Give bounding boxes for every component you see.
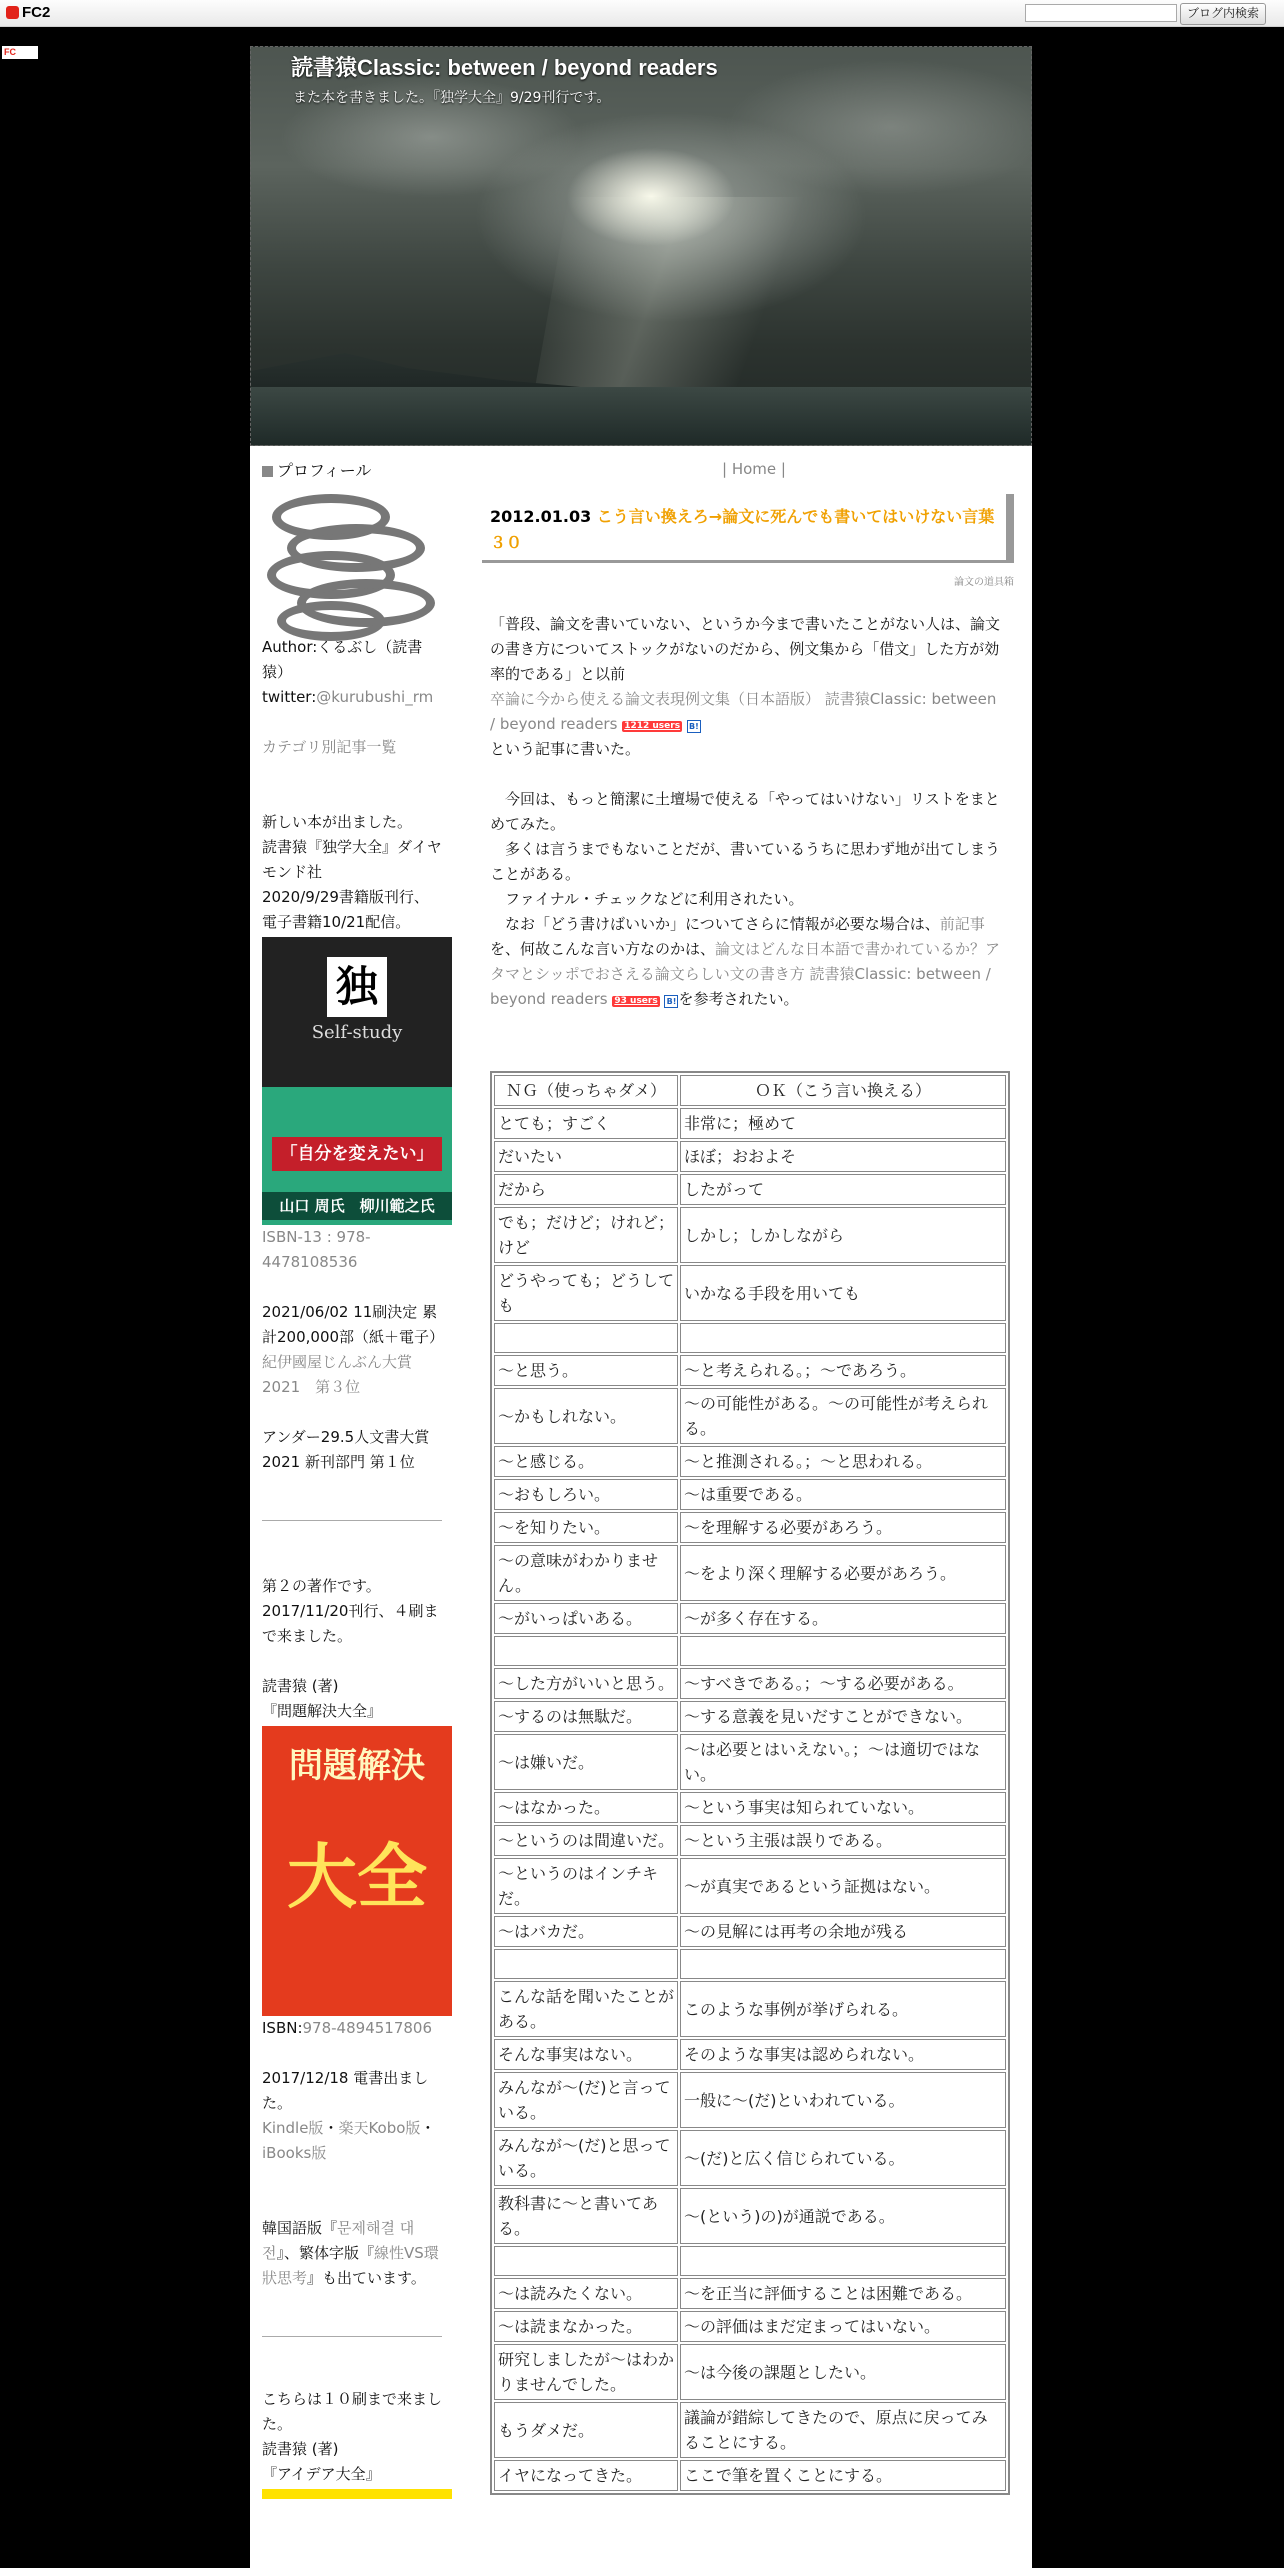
ng-cell: みんなが～(だ)と言っている。 [494,2072,678,2128]
link-example-sentences[interactable]: 卒論に今から使える論文表現例文集（日本語版） 読書猿Classic: between / beyond readers [490,690,997,733]
ok-cell: したがって [680,1174,1006,1205]
kindle-link[interactable]: Kindle版 [262,2119,324,2137]
blog-title[interactable]: 読書猿Classic: between / beyond readers [291,55,718,80]
book-cover-band: 「自分を変えたい」 [272,1137,442,1171]
para-3: 多くは言うまでもないことだが、書いているうちに思わず地が出てしまうことがある。 [490,840,1001,883]
ng-cell: 研究しましたが～はわかりませんでした。 [494,2344,678,2400]
ok-cell: ～を正当に評価することは困難である。 [680,2278,1006,2309]
print-info: 2021/06/02 11刷決定 累計200,000部（紙＋電子） [262,1303,445,1346]
ok-cell: 非常に；極めて [680,1108,1006,1139]
isbn-link-1[interactable]: ISBN-13 : 978-4478108536 [262,1228,371,1271]
book-cover-names: 山口 周氏 柳川範之氏 [262,1192,452,1220]
ng-cell: どうやっても；どうしても [494,1265,678,1321]
para-1: 「普段、論文を書いていない、というか今まで書いたことがない人は、論文の書き方についてストックがないのだから、例文集から「借文」した方が効率的である」と以前 [490,615,1001,683]
para-4: ファイナル・チェックなどに利用されたい。 [505,890,804,908]
table-row [494,2344,1006,2400]
korean-edition-link[interactable]: 문제해결 대전 [262,2219,415,2262]
table-row [494,1512,1006,1543]
para-1-end: という記事に書いた。 [490,740,641,758]
link-previous-article[interactable]: 前記事 [939,915,985,933]
fc2-logo[interactable]: FC2 [6,4,50,21]
book2-title: 『問題解決大全』 [262,1702,383,1720]
nav-home-bar: | Home | [722,460,786,478]
ok-cell: ～と推測される。；～と思われる。 [680,1446,1006,1477]
ok-cell: いかなる手段を用いても [680,1265,1006,1321]
new-book-line-4: 電子書籍10/21配信。 [262,913,411,931]
ok-cell: そのような事実は認められない。 [680,2039,1006,2070]
ok-cell [680,1636,1006,1666]
table-row [494,1265,1006,1321]
new-book-line-1: 新しい本が出ました。 [262,813,413,831]
ng-cell: ～というのはインチキだ。 [494,1858,678,1914]
table-header-ng: ＮＧ（使っちゃダメ） [494,1075,678,1106]
ok-cell [680,2246,1006,2276]
para-5: なお「どう書けばいいか」についてさらに情報が必要な場合は、前記事を、何故こんな言い方なのかは、論文はどんな日本語で書かれているか？アタマとシッポでおさえる論文らしい文の書き方 読書猿Classic: between / beyond readers 93 users B! を参考されたい。 [490,915,1001,1008]
ng-cell: ～は読まなかった。 [494,2311,678,2342]
header-sunrays [533,197,828,397]
ok-cell [680,1323,1006,1353]
table-row [494,1825,1006,1856]
blog-search-button[interactable]: ブログ内検索 [1180,3,1266,25]
blog-search-input[interactable] [1025,4,1177,22]
ng-cell [494,1323,678,1353]
fc2-mini-logo[interactable]: FC [2,46,38,59]
ok-cell: ～すべきである。；～する必要がある。 [680,1668,1006,1699]
entry-body [482,612,1014,1012]
table-row [494,1636,1006,1666]
hatena-bookmark-icon[interactable]: B! [687,720,701,733]
ok-cell: ～という事実は知られていない。 [680,1792,1006,1823]
category-list-link[interactable]: カテゴリ別記事一覧 [262,738,397,756]
ng-cell: みんなが～(だ)と思っている。 [494,2130,678,2186]
blog-entry [482,494,1014,1012]
table-row [494,2130,1006,2186]
table-row [494,1174,1006,1205]
book3-title: 『アイデア大全』 [262,2465,381,2483]
table-row [494,1545,1006,1601]
ok-cell: 議論が錯綜してきたので、原点に戻ってみることにする。 [680,2402,1006,2458]
ok-cell [680,1949,1006,1979]
table-header-row [494,1075,1006,1106]
table-row [494,2402,1006,2458]
avatar [262,489,422,629]
new-book-line-3: 2020/9/29書籍版刊行、 [262,888,429,906]
translations: 韓国語版『문제해결 대전』、繁体字版『線性VS環狀思考』も出ています。 [262,2219,439,2287]
ok-cell: ここで筆を置くことにする。 [680,2460,1006,2491]
twitter-link[interactable]: @kurubushi_rm [316,688,434,706]
ok-cell: ～が多く存在する。 [680,1603,1006,1634]
book-cover-kanji: 独 [327,957,387,1017]
entry-date: 2012.01.03 [490,507,592,526]
table-row [494,2278,1006,2309]
book-cover-dokugaku[interactable] [262,937,452,1225]
table-row [494,1603,1006,1634]
table-row [494,1388,1006,1444]
ng-cell: ～は読みたくない。 [494,2278,678,2309]
table-header-ok: ＯＫ（こう言い換える） [680,1075,1006,1106]
book-cover-idea[interactable] [262,2489,452,2499]
ng-cell: 教科書に～と書いてある。 [494,2188,678,2244]
table-row [494,1701,1006,1732]
profile-author: Author:くるぶし（読書猿） [262,638,423,681]
table-row [494,2311,1006,2342]
ng-cell: でも；だけど；けれど；けど [494,1207,678,1263]
ok-cell: 一般に～(だ)といわれている。 [680,2072,1006,2128]
ng-cell: ～の意味がわかりません。 [494,1545,678,1601]
third-work: こちらは１０刷まで来ました。 [262,2390,443,2433]
ng-cell: ～おもしろい。 [494,1479,678,1510]
table-row [494,1446,1006,1477]
ok-cell: ～(という)の)が通説である。 [680,2188,1006,2244]
ng-cell: ～というのは間違いだ。 [494,1825,678,1856]
ng-cell: イヤになってきた。 [494,2460,678,2491]
header-sea [251,387,1032,446]
book-cover-mondai[interactable] [262,1726,452,2016]
table-row [494,1668,1006,1699]
entry-title-bar [482,494,1014,563]
table-row [494,1734,1006,1790]
fc2-toolbar [0,0,1284,27]
ok-cell: ～は今後の課題としたい。 [680,2344,1006,2400]
hatena-users-badge[interactable]: 1212 users [624,721,681,731]
ok-cell: ほぼ；おおよそ [680,1141,1006,1172]
ng-cell: ～するのは無駄だ。 [494,1701,678,1732]
entry-category[interactable]: 論文の道具箱 [954,577,1014,588]
hatena-bookmark-icon-2[interactable]: B! [664,995,678,1008]
book2-cover-line1: 問題解決 [289,1746,425,1786]
table-row [494,2039,1006,2070]
table-row [494,1355,1006,1386]
sidebar-divider-2 [262,2336,442,2337]
ng-cell: だから [494,1174,678,1205]
profile-twitter: twitter:@kurubushi_rm [262,688,434,706]
ok-cell: ～は必要とはいえない。；～は適切ではない。 [680,1734,1006,1790]
chinese-edition-link[interactable]: 線性VS環狀思考 [262,2244,439,2287]
ng-cell: ～はバカだ。 [494,1916,678,1947]
square-bullet-icon [262,466,273,477]
ng-cell: だいたい [494,1141,678,1172]
ng-ok-table [490,1071,1010,2495]
table-row [494,2460,1006,2491]
ng-cell: とても；すごく [494,1108,678,1139]
ibooks-link[interactable]: iBooks版 [262,2144,327,2162]
link-ronbun-style[interactable]: 論文はどんな日本語で書かれているか？アタマとシッポでおさえる論文らしい文の書き方 読書猿Classic: between / beyond readers [490,940,1001,1008]
entry-title[interactable]: こう言い換えろ→論文に死んでも書いてはいけない言葉３０ [490,507,995,552]
table-row [494,2188,1006,2244]
ok-cell: ～の見解には再考の余地が残る [680,1916,1006,1947]
fc2-logo-icon [6,6,19,19]
book2-cover-line2: 大全 [287,1836,427,1918]
author-label: 読書猿 (著) [262,1677,339,1695]
ng-cell [494,1636,678,1666]
ebook-date: 2017/12/18 電書出ました。 [262,2069,429,2112]
table-row [494,1207,1006,1263]
table-row [494,1981,1006,2037]
ok-cell: ～という主張は誤りである。 [680,1825,1006,1856]
ng-cell: そんな事実はない。 [494,2039,678,2070]
ng-cell [494,2246,678,2276]
sidebar-divider [262,1520,442,1521]
ok-cell: ～が真実であるという証拠はない。 [680,1858,1006,1914]
ng-cell: ～と思う。 [494,1355,678,1386]
award-link-1[interactable]: 紀伊國屋じんぶん大賞2021 第３位 [262,1353,413,1396]
ng-cell: ～がいっぱいある。 [494,1603,678,1634]
table-row [494,1858,1006,1914]
ok-cell: ～を理解する必要があろう。 [680,1512,1006,1543]
new-book-line-2: 読書猿『独学大全』ダイヤモンド社 [262,838,442,881]
sidebar [262,458,445,2499]
ng-cell: もうダメだ。 [494,2402,678,2458]
table-row [494,2246,1006,2276]
ok-cell: ～の評価はまだ定まってはいない。 [680,2311,1006,2342]
ok-cell: しかし；しかしながら [680,1207,1006,1263]
ng-cell: ～は嫌いだ。 [494,1734,678,1790]
home-link[interactable]: Home [731,460,777,478]
profile-heading: プロフィール [262,458,442,483]
table-row [494,1949,1006,1979]
ok-cell: ～(だ)と広く信じられている。 [680,2130,1006,2186]
table-row [494,1792,1006,1823]
isbn-2: ISBN:978-4894517806 [262,2019,432,2037]
ebook-links: Kindle版・楽天Kobo版・ iBooks版 [262,2119,436,2162]
blog-subtitle: また本を書きました。『独学大全』9/29刊行です。 [293,90,611,106]
ng-cell: ～と感じる。 [494,1446,678,1477]
table-row [494,1323,1006,1353]
author-label-2: 読書猿 (著) [262,2440,339,2458]
table-row [494,1141,1006,1172]
ok-cell: ～をより深く理解する必要があろう。 [680,1545,1006,1601]
table-row [494,2072,1006,2128]
table-row [494,1479,1006,1510]
ng-cell: ～した方がいいと思う。 [494,1668,678,1699]
ng-cell: こんな話を聞いたことがある。 [494,1981,678,2037]
isbn-link-2[interactable]: 978-4894517806 [302,2019,432,2037]
ok-cell: ～と考えられる。；～であろう。 [680,1355,1006,1386]
hatena-users-badge-2[interactable]: 93 users [614,996,658,1006]
para-2: 今回は、もっと簡潔に土壇場で使える「やってはいけない」リストをまとめてみた。 [490,790,1000,833]
award-2: アンダー29.5人文書大賞2021 新刊部門 第１位 [262,1428,430,1471]
ok-cell: ～の可能性がある。～の可能性が考えられる。 [680,1388,1006,1444]
ok-cell: ～する意義を見いだすことができない。 [680,1701,1006,1732]
kobo-link[interactable]: 楽天Kobo版 [338,2119,421,2137]
ng-cell [494,1949,678,1979]
ng-cell: ～かもしれない。 [494,1388,678,1444]
ok-cell: ～は重要である。 [680,1479,1006,1510]
blog-header [250,46,1032,446]
ng-cell: ～を知りたい。 [494,1512,678,1543]
book-cover-english: Self-study [311,1022,403,1043]
ng-cell: ～はなかった。 [494,1792,678,1823]
table-row [494,1916,1006,1947]
table-row [494,1108,1006,1139]
ok-cell: このような事例が挙げられる。 [680,1981,1006,2037]
second-work: 第２の著作です。2017/11/20刊行、４刷まで来ました。 [262,1577,439,1645]
